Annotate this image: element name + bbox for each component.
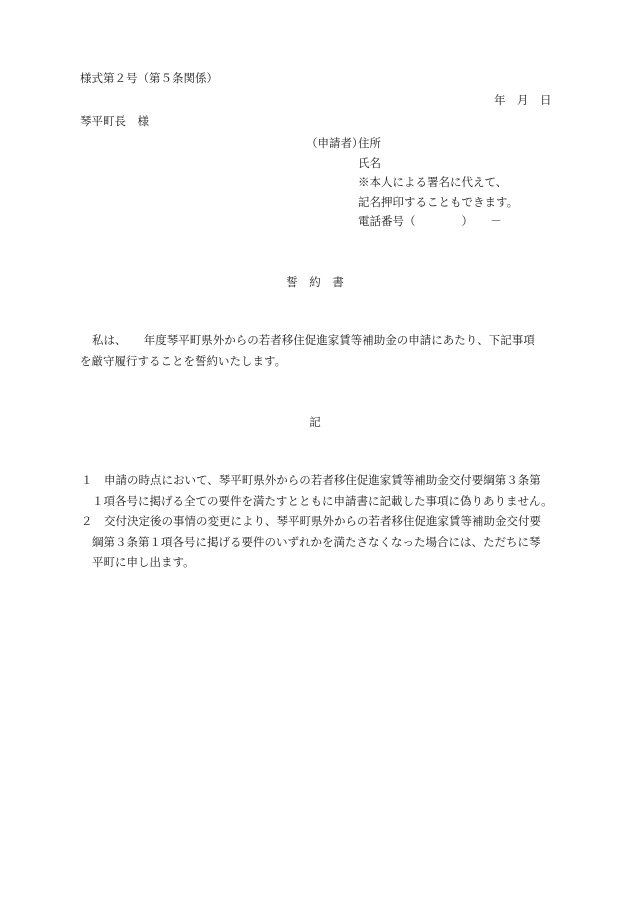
pledge-text-line: を厳守履行することを誓約いたします。 — [80, 354, 287, 368]
item-text-line: 交付決定後の事情の変更により、琴平町県外からの若者移住促進家賃等補助金交付要 — [104, 514, 541, 528]
applicant-label: （申請者） — [306, 136, 364, 150]
name-label: 氏名 — [358, 156, 381, 170]
address-label: 住所 — [358, 136, 381, 150]
signature-note-line: ※本人による署名に代えて、 — [358, 175, 508, 189]
item-text-line: 平町に申し出ます。 — [92, 555, 195, 569]
form-number: 様式第２号（第５条関係） — [80, 71, 218, 85]
addressee: 琴平町長 様 — [80, 114, 149, 128]
phone-label: 電話番号（ ） － — [358, 214, 502, 228]
document-title: 誓 約 書 — [286, 275, 344, 289]
item-text-line: １項各号に掲げる全ての要件を満たすとともに申請書に記載した事項に偽りありません。 — [92, 494, 553, 508]
date-line: 年 月 日 — [494, 93, 552, 107]
item-number: １ — [81, 473, 93, 487]
item-text-line: 申請の時点において、琴平町県外からの若者移住促進家賃等補助金交付要綱第３条第 — [104, 473, 541, 487]
pledge-text-line: 私は、 年度琴平町県外からの若者移住促進家賃等補助金の申請にあたり、下記事項 — [92, 333, 535, 347]
ki-heading: 記 — [309, 415, 321, 429]
item-text-line: 綱第３条第１項各号に掲げる要件のいずれかを満たさなくなった場合には、ただちに琴 — [92, 535, 541, 549]
item-number: ２ — [81, 514, 93, 528]
signature-note-line: 記名押印することもできます。 — [358, 195, 519, 209]
